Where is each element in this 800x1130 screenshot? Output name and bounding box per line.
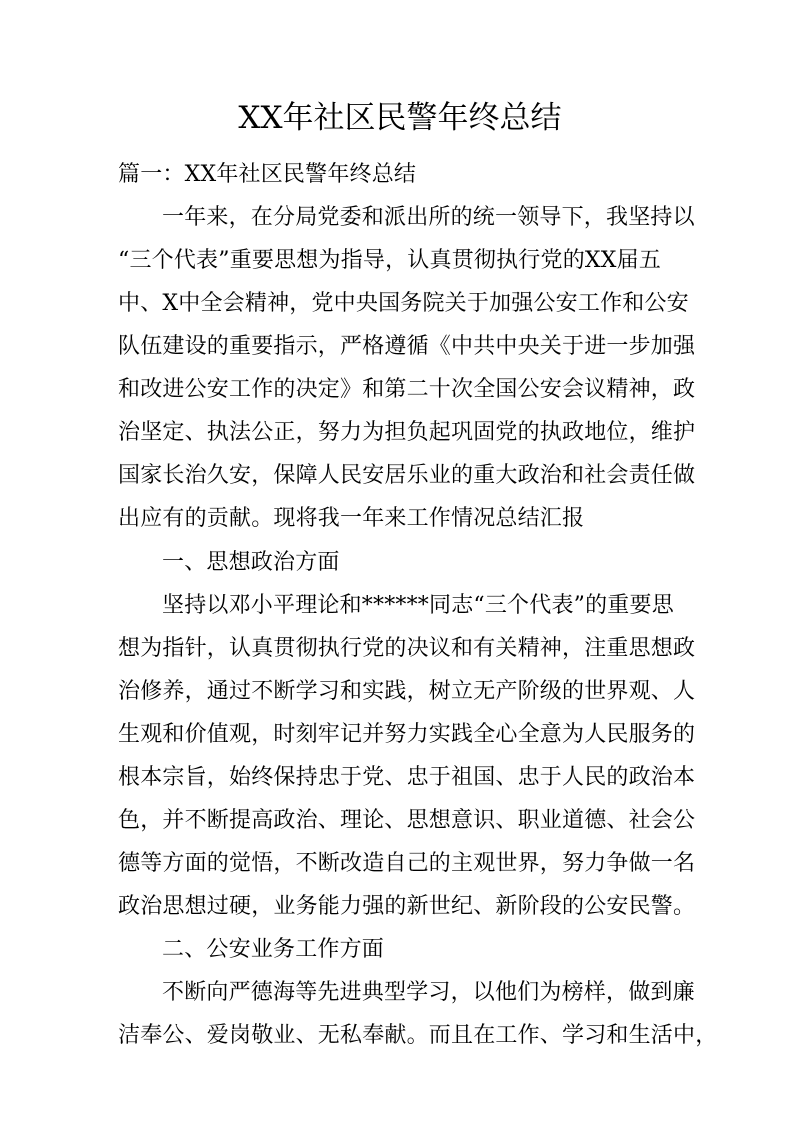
document-subtitle: 篇一：XX年社区民警年终总结	[118, 162, 417, 187]
document-title: XX年社区民警年终总结	[238, 100, 562, 136]
paragraph-line: 色，并不断提高政治、理论、思想意识、职业道德、社会公	[118, 808, 696, 833]
paragraph-line: 治坚定、执法公正，努力为担负起巩固党的执政地位，维护	[118, 420, 696, 445]
paragraph-line: 生观和价值观，时刻牢记并努力实践全心全意为人民服务的	[118, 722, 696, 747]
section-heading: 二、公安业务工作方面	[162, 937, 385, 962]
paragraph-line: 洁奉公、爱岗敬业、无私奉献。而且在工作、学习和生活中，	[118, 1023, 718, 1048]
paragraph-line: 中、X中全会精神，党中央国务院关于加强公安工作和公安	[118, 291, 689, 316]
paragraph-line: 不断向严德海等先进典型学习，以他们为榜样，做到廉	[162, 980, 695, 1005]
paragraph-line: 国家长治久安，保障人民安居乐业的重大政治和社会责任做	[118, 463, 696, 488]
paragraph-line: 根本宗旨，始终保持忠于党、忠于祖国、忠于人民的政治本	[118, 765, 696, 790]
paragraph-line: 一年来，在分局党委和派出所的统一领导下，我坚持以	[162, 205, 695, 230]
paragraph-line: 和改进公安工作的决定》和第二十次全国公安会议精神，政	[118, 377, 696, 402]
paragraph-line: “三个代表”重要思想为指导，认真贯彻执行党的XX届五	[118, 248, 662, 273]
paragraph-line: 坚持以邓小平理论和******同志“三个代表”的重要思	[162, 593, 674, 618]
section-heading: 一、思想政治方面	[162, 550, 340, 575]
paragraph-line: 德等方面的觉悟，不断改造自己的主观世界，努力争做一名	[118, 851, 696, 876]
paragraph-line: 政治思想过硬，业务能力强的新世纪、新阶段的公安民警。	[118, 894, 696, 919]
paragraph-line: 出应有的贡献。现将我一年来工作情况总结汇报	[118, 506, 585, 531]
paragraph-line: 想为指针，认真贯彻执行党的决议和有关精神，注重思想政	[118, 636, 696, 661]
paragraph-line: 队伍建设的重要指示，严格遵循《中共中央关于进一步加强	[118, 334, 696, 359]
paragraph-line: 治修养，通过不断学习和实践，树立无产阶级的世界观、人	[118, 679, 696, 704]
